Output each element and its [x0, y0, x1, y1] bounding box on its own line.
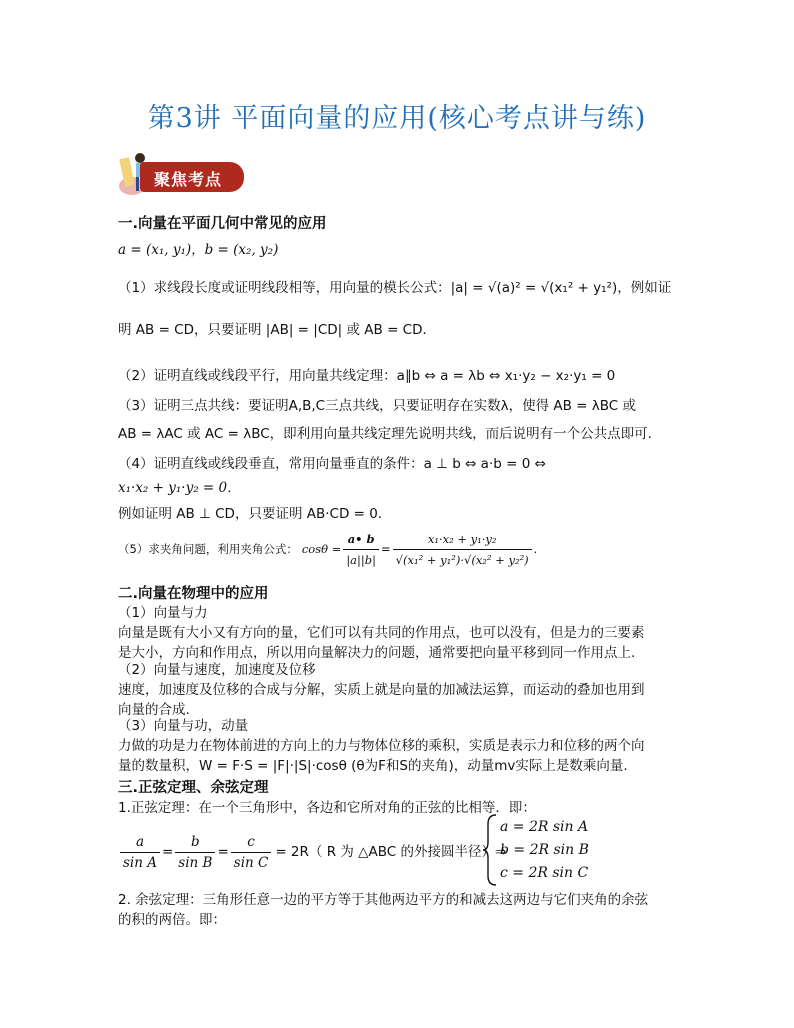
sub-1-text-b: 是大小，方向和作用点，所以用向量解决力的问题，通常要把向量平移到同一作用点上.: [118, 645, 636, 661]
frac-a-den: sin A: [123, 854, 157, 871]
frac-b-num: b: [175, 832, 215, 853]
fraction-2-denominator: √(x₁² + y₁²)·√(x₂² + y₂²): [395, 552, 529, 567]
sub-2-text-b: 向量的合成.: [118, 702, 190, 718]
frac-a: [120, 832, 160, 873]
cos-theta: cosθ =: [301, 542, 342, 556]
badge-label: 聚焦考点: [154, 170, 223, 189]
sub-1-text-a: 向量是既有大小又有方向的量，它们可以有共同的作用点，也可以没有，但是力的三要素: [118, 625, 645, 641]
item-4-text: （4）证明直线或线段垂直，常用向量垂直的条件：a ⊥ b ⇔ a·b = 0 ⇔: [118, 456, 546, 472]
fraction-1-denominator: |a||b|: [346, 552, 377, 567]
angle-fraction-1: [343, 529, 379, 570]
result-c: c = 2R sin C: [500, 865, 589, 881]
fraction-2-numerator: x₁·x₂ + y₁·y₂: [393, 529, 532, 550]
sub-3-text-b: 量的数量积，W = F·S = |F|·|S|·cosθ (θ为F和S的夹角)，动量mv实际上是数乘向量.: [118, 758, 628, 774]
frac-c-den: sin C: [233, 854, 269, 871]
fraction-1-numerator: a• b: [343, 529, 379, 550]
result-a: a = 2R sin A: [500, 819, 589, 835]
frac-b: [175, 832, 215, 873]
left-brace-icon: [482, 814, 498, 886]
sine-law-middle: = 2R（ R 为 △ABC 的外接圆半径）⇒: [275, 844, 507, 860]
sub-1-heading: （1）向量与力: [118, 605, 208, 621]
frac-a-num: a: [120, 832, 160, 853]
item-4-example: 例如证明 AB ⊥ CD，只要证明 AB·CD = 0．: [118, 506, 392, 522]
vectors-definition: a = (x₁, y₁)，b = (x₂, y₂): [118, 242, 279, 258]
frac-c: [231, 832, 272, 873]
page-title: 第3讲 平面向量的应用(核心考点讲与练): [147, 103, 647, 134]
item-1-text-cont: 明 AB = CD，只要证明 |AB| = |CD| 或 AB = CD．: [118, 322, 436, 338]
section-1-heading: 一.向量在平面几何中常见的应用: [118, 216, 327, 232]
item-4-text-cont: x₁·x₂ + y₁·y₂ = 0．: [118, 480, 241, 496]
sub-3-heading: （3）向量与功，动量: [118, 718, 249, 734]
frac-c-num: c: [231, 832, 272, 853]
sub-2-heading: （2）向量与速度，加速度及位移: [118, 662, 316, 678]
item-3-text-cont: AB = λAC 或 AC = λBC，即利用向量共线定理先说明共线，而后说明有一个公共点即可.: [118, 426, 652, 442]
angle-fraction-2: [393, 529, 532, 570]
badge-bar: [140, 162, 244, 192]
item-5-prefix: （5）求夹角问题，利用夹角公式：: [118, 542, 298, 556]
result-b: b = 2R sin B: [500, 842, 589, 858]
item-1-text: （1）求线段长度或证明线段相等，用向量的模长公式：|a| = √(a)² = √(x₁² + y₁²)，例如证: [118, 280, 672, 296]
section-3-heading: 三.正弦定理、余弦定理: [118, 780, 269, 796]
sine-law-results: [500, 816, 589, 885]
item-3-text: （3）证明三点共线：要证明A,B,C三点共线，只要证明存在实数λ，使得 AB = λBC 或: [118, 398, 636, 414]
cosine-law-text-a: 2. 余弦定理：三角形任意一边的平方等于其他两边平方的和减去这两边与它们夹角的余弦: [118, 892, 649, 908]
fraction-end: .: [533, 542, 538, 556]
section-badge: [118, 148, 246, 198]
section-2-heading: 二.向量在物理中的应用: [118, 586, 269, 602]
item-2-text: （2）证明直线或线段平行，用向量共线定理：a∥b ⇔ a = λb ⇔ x₁·y₂ − x₂·y₁ = 0: [118, 368, 616, 384]
sine-law-formula: $\frac{a}{\text{sin A}}$ = $\frac{b}{\text{sin B}}$ = $\frac{c}{\text{sin C}}$ = 2R（ R 为 △ABC 的外接圆半径）⇒: [118, 828, 506, 876]
cosine-law-text-b: 的积的两倍。即：: [118, 912, 226, 928]
sub-2-text-a: 速度，加速度及位移的合成与分解，实质上就是向量的加减法运算，而运动的叠加也用到: [118, 682, 645, 698]
sine-law-text: 1.正弦定理：在一个三角形中，各边和它所对角的正弦的比相等．即：: [118, 800, 536, 816]
angle-formula-line: （5）求夹角问题，利用夹角公式： cosθ = $\frac{a• b}{|a||b|}$ = $\frac{\text{x₁·x₂ + y₁·y₂}}{\text{√(x₁² + y₁²)·√(x₂² + y₂²)}}$ .: [118, 524, 537, 574]
frac-b-den: sin B: [178, 854, 213, 871]
sub-3-text-a: 力做的功是力在物体前进的方向上的力与物体位移的乘积，实质是表示力和位移的两个向: [118, 738, 645, 754]
